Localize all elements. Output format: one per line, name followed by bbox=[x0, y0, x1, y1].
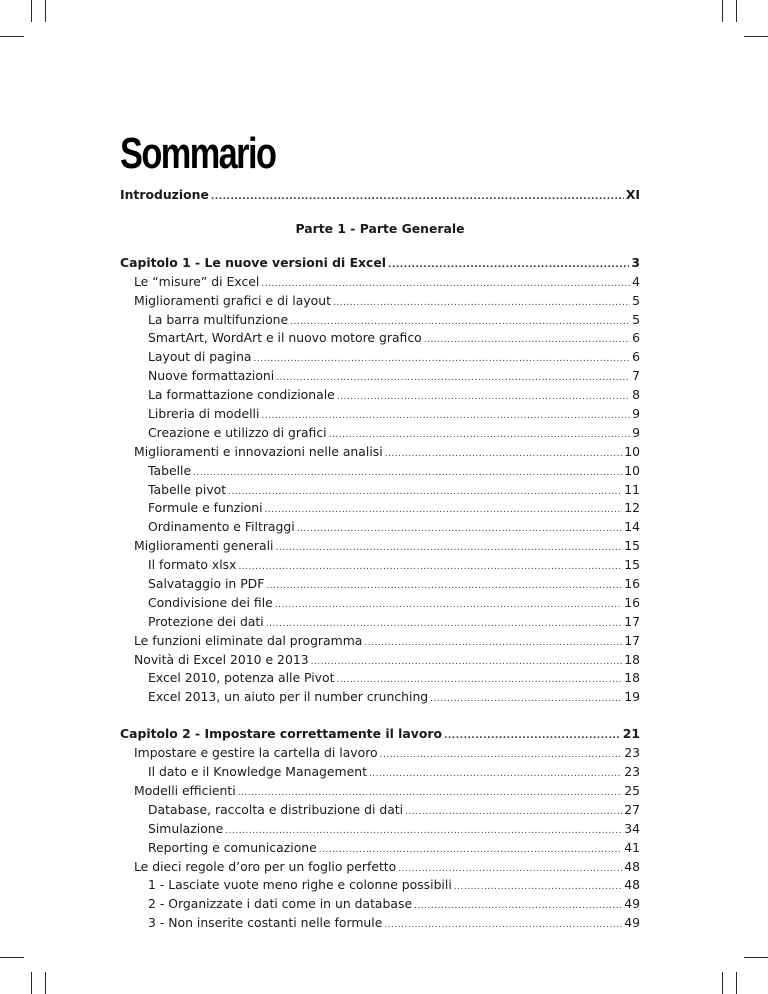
page-title: Sommario bbox=[120, 129, 276, 178]
toc-label: Il dato e il Knowledge Management bbox=[148, 764, 367, 780]
dot-leader bbox=[369, 765, 622, 784]
toc-entry[interactable] bbox=[120, 914, 640, 933]
toc-entry[interactable] bbox=[120, 292, 640, 311]
toc-page: 16 bbox=[624, 594, 640, 610]
dot-leader bbox=[384, 916, 622, 935]
toc-label: Modelli efficienti bbox=[134, 782, 236, 798]
dot-leader bbox=[266, 577, 622, 596]
toc-page: 9 bbox=[632, 424, 640, 440]
toc-label: Miglioramenti generali bbox=[134, 538, 274, 554]
toc-entry[interactable] bbox=[120, 462, 640, 481]
toc-page: 11 bbox=[624, 481, 640, 497]
toc-entry[interactable] bbox=[120, 820, 640, 839]
toc-entry[interactable] bbox=[120, 424, 640, 443]
dot-leader bbox=[311, 653, 623, 672]
toc-page: 12 bbox=[624, 500, 640, 516]
dot-leader bbox=[193, 464, 622, 483]
crop-mark bbox=[722, 0, 723, 22]
crop-mark bbox=[45, 0, 46, 22]
toc-label: Impostare e gestire la cartella di lavoro bbox=[134, 745, 378, 761]
toc-entry[interactable] bbox=[120, 632, 640, 651]
toc-entry[interactable] bbox=[120, 876, 640, 895]
dot-leader bbox=[444, 727, 621, 746]
toc-entry[interactable] bbox=[120, 518, 640, 537]
toc-page: 17 bbox=[624, 613, 640, 629]
toc-label: 1 - Lasciate vuote meno righe e colonne possibili bbox=[148, 877, 452, 893]
toc-entry[interactable] bbox=[120, 839, 640, 858]
toc-page: 6 bbox=[632, 330, 640, 346]
toc-page: 23 bbox=[624, 745, 640, 761]
dot-leader bbox=[265, 501, 623, 520]
dot-leader bbox=[414, 897, 622, 916]
toc-page: 5 bbox=[632, 311, 640, 327]
dot-leader bbox=[385, 445, 623, 464]
toc-label: Condivisione dei file bbox=[148, 594, 273, 610]
toc-label: La formattazione condizionale bbox=[148, 387, 335, 403]
toc-label: 3 - Non inserite costanti nelle formule bbox=[148, 915, 383, 931]
part-heading: Parte 1 - Parte Generale bbox=[295, 220, 465, 236]
toc-page: 4 bbox=[632, 273, 640, 289]
toc-entry[interactable] bbox=[120, 386, 640, 405]
toc-label: Capitolo 2 - Impostare correttamente il lavoro bbox=[120, 726, 442, 742]
toc-label: Capitolo 1 - Le nuove versioni di Excel bbox=[120, 254, 387, 270]
dot-leader bbox=[388, 256, 629, 275]
toc-label: Le “misure” di Excel bbox=[134, 273, 260, 289]
dot-leader bbox=[430, 690, 622, 709]
toc-entry[interactable] bbox=[120, 669, 640, 688]
dot-leader bbox=[254, 350, 631, 369]
toc-entry[interactable] bbox=[120, 575, 640, 594]
toc-label: Tabelle bbox=[148, 462, 192, 478]
toc-label: Database, raccolta e distribuzione di dati bbox=[148, 801, 404, 817]
crop-mark bbox=[31, 0, 32, 22]
toc-page: 41 bbox=[624, 839, 640, 855]
toc-page: 25 bbox=[624, 782, 640, 798]
toc-entry[interactable] bbox=[120, 782, 640, 801]
toc-page: 3 bbox=[631, 254, 640, 270]
toc-page: 8 bbox=[632, 387, 640, 403]
toc-label: Simulazione bbox=[148, 820, 224, 836]
crop-mark bbox=[744, 36, 768, 37]
table-of-contents bbox=[120, 186, 640, 933]
toc-entry[interactable] bbox=[120, 405, 640, 424]
toc-label: La barra multifunzione bbox=[148, 311, 289, 327]
toc-label: Excel 2013, un aiuto per il number crunching bbox=[148, 689, 429, 705]
dot-leader bbox=[405, 803, 622, 822]
toc-chapter-heading[interactable] bbox=[120, 254, 640, 273]
toc-page: 49 bbox=[624, 915, 640, 931]
toc-label: Layout di pagina bbox=[148, 349, 252, 365]
dot-leader bbox=[228, 483, 622, 502]
toc-label: Formule e funzioni bbox=[148, 500, 263, 516]
toc-label: Introduzione bbox=[120, 187, 209, 202]
toc-label: Miglioramenti e innovazioni nelle analisi bbox=[134, 443, 383, 459]
toc-page: 34 bbox=[624, 820, 640, 836]
toc-entry[interactable] bbox=[120, 481, 640, 500]
chapter-2-entries bbox=[120, 744, 640, 933]
toc-page: 9 bbox=[632, 406, 640, 422]
toc-label: Nuove formattazioni bbox=[148, 368, 275, 384]
crop-mark bbox=[736, 972, 737, 994]
toc-entry[interactable] bbox=[120, 348, 640, 367]
toc-entry[interactable] bbox=[120, 801, 640, 820]
toc-page: 48 bbox=[624, 877, 640, 893]
dot-leader bbox=[275, 596, 622, 615]
toc-page: 15 bbox=[624, 538, 640, 554]
toc-page: 15 bbox=[624, 557, 640, 573]
toc-entry[interactable] bbox=[120, 895, 640, 914]
toc-entry[interactable] bbox=[120, 499, 640, 518]
toc-chapter-heading[interactable] bbox=[120, 725, 640, 744]
dot-leader bbox=[238, 558, 622, 577]
dot-leader bbox=[424, 331, 630, 350]
toc-page: 5 bbox=[632, 292, 640, 308]
toc-page: 18 bbox=[624, 651, 640, 667]
toc-page: 10 bbox=[624, 443, 640, 459]
toc-label: Salvataggio in PDF bbox=[148, 576, 265, 592]
toc-label: Creazione e utilizzo di grafici bbox=[148, 424, 327, 440]
toc-page: 49 bbox=[624, 896, 640, 912]
toc-page: 21 bbox=[622, 726, 640, 742]
toc-page: 17 bbox=[624, 632, 640, 648]
toc-label: Novità di Excel 2010 e 2013 bbox=[134, 651, 309, 667]
toc-entry[interactable] bbox=[120, 311, 640, 330]
toc-page: 7 bbox=[632, 368, 640, 384]
dot-leader bbox=[380, 746, 623, 765]
toc-label: Excel 2010, potenza alle Pivot bbox=[148, 670, 335, 686]
toc-page: 18 bbox=[624, 670, 640, 686]
dot-leader bbox=[297, 520, 623, 539]
toc-label: Il formato xlsx bbox=[148, 557, 237, 573]
toc-label: SmartArt, WordArt e il nuovo motore grafico bbox=[148, 330, 422, 346]
toc-page: 10 bbox=[624, 462, 640, 478]
toc-entry[interactable] bbox=[120, 537, 640, 556]
toc-entry[interactable] bbox=[120, 613, 640, 632]
toc-label: Ordinamento e Filtraggi bbox=[148, 519, 295, 535]
toc-label: 2 - Organizzate i dati come in un database bbox=[148, 896, 413, 912]
toc-label: Protezione dei dati bbox=[148, 613, 264, 629]
crop-mark bbox=[31, 972, 32, 994]
toc-entry[interactable] bbox=[120, 858, 640, 877]
toc-entry[interactable] bbox=[120, 763, 640, 782]
crop-mark bbox=[45, 972, 46, 994]
toc-page: 19 bbox=[624, 689, 640, 705]
dot-leader bbox=[211, 188, 624, 207]
toc-entry[interactable] bbox=[120, 594, 640, 613]
toc-page: 23 bbox=[624, 764, 640, 780]
crop-mark bbox=[736, 0, 737, 22]
toc-page: XI bbox=[625, 187, 640, 202]
toc-page: 27 bbox=[624, 801, 640, 817]
crop-mark bbox=[744, 957, 768, 958]
crop-mark bbox=[0, 957, 24, 958]
toc-entry[interactable] bbox=[120, 367, 640, 386]
crop-mark bbox=[722, 972, 723, 994]
toc-page: 48 bbox=[624, 858, 640, 874]
toc-entry[interactable] bbox=[120, 329, 640, 348]
toc-page: 16 bbox=[624, 576, 640, 592]
toc-page: 14 bbox=[624, 519, 640, 535]
toc-label: Miglioramenti grafici e di layout bbox=[134, 292, 331, 308]
toc-entry[interactable] bbox=[120, 273, 640, 292]
toc-entry[interactable] bbox=[120, 744, 640, 763]
crop-mark bbox=[0, 36, 24, 37]
dot-leader bbox=[454, 878, 622, 897]
dot-leader bbox=[364, 634, 622, 653]
toc-label: Le dieci regole d’oro per un foglio perfetto bbox=[134, 858, 397, 874]
dot-leader bbox=[275, 539, 622, 558]
toc-entry[interactable] bbox=[120, 443, 640, 462]
toc-label: Tabelle pivot bbox=[148, 481, 227, 497]
chapter-1-entries bbox=[120, 273, 640, 707]
toc-entry[interactable] bbox=[120, 688, 640, 707]
toc-page: 6 bbox=[632, 349, 640, 365]
toc-label: Le funzioni eliminate dal programma bbox=[134, 632, 363, 648]
toc-label: Libreria di modelli bbox=[148, 406, 260, 422]
dot-leader bbox=[333, 294, 630, 313]
toc-label: Reporting e comunicazione bbox=[148, 839, 317, 855]
toc-intro[interactable] bbox=[120, 186, 640, 205]
toc-entry[interactable] bbox=[120, 556, 640, 575]
dot-leader bbox=[337, 388, 630, 407]
toc-entry[interactable] bbox=[120, 651, 640, 670]
